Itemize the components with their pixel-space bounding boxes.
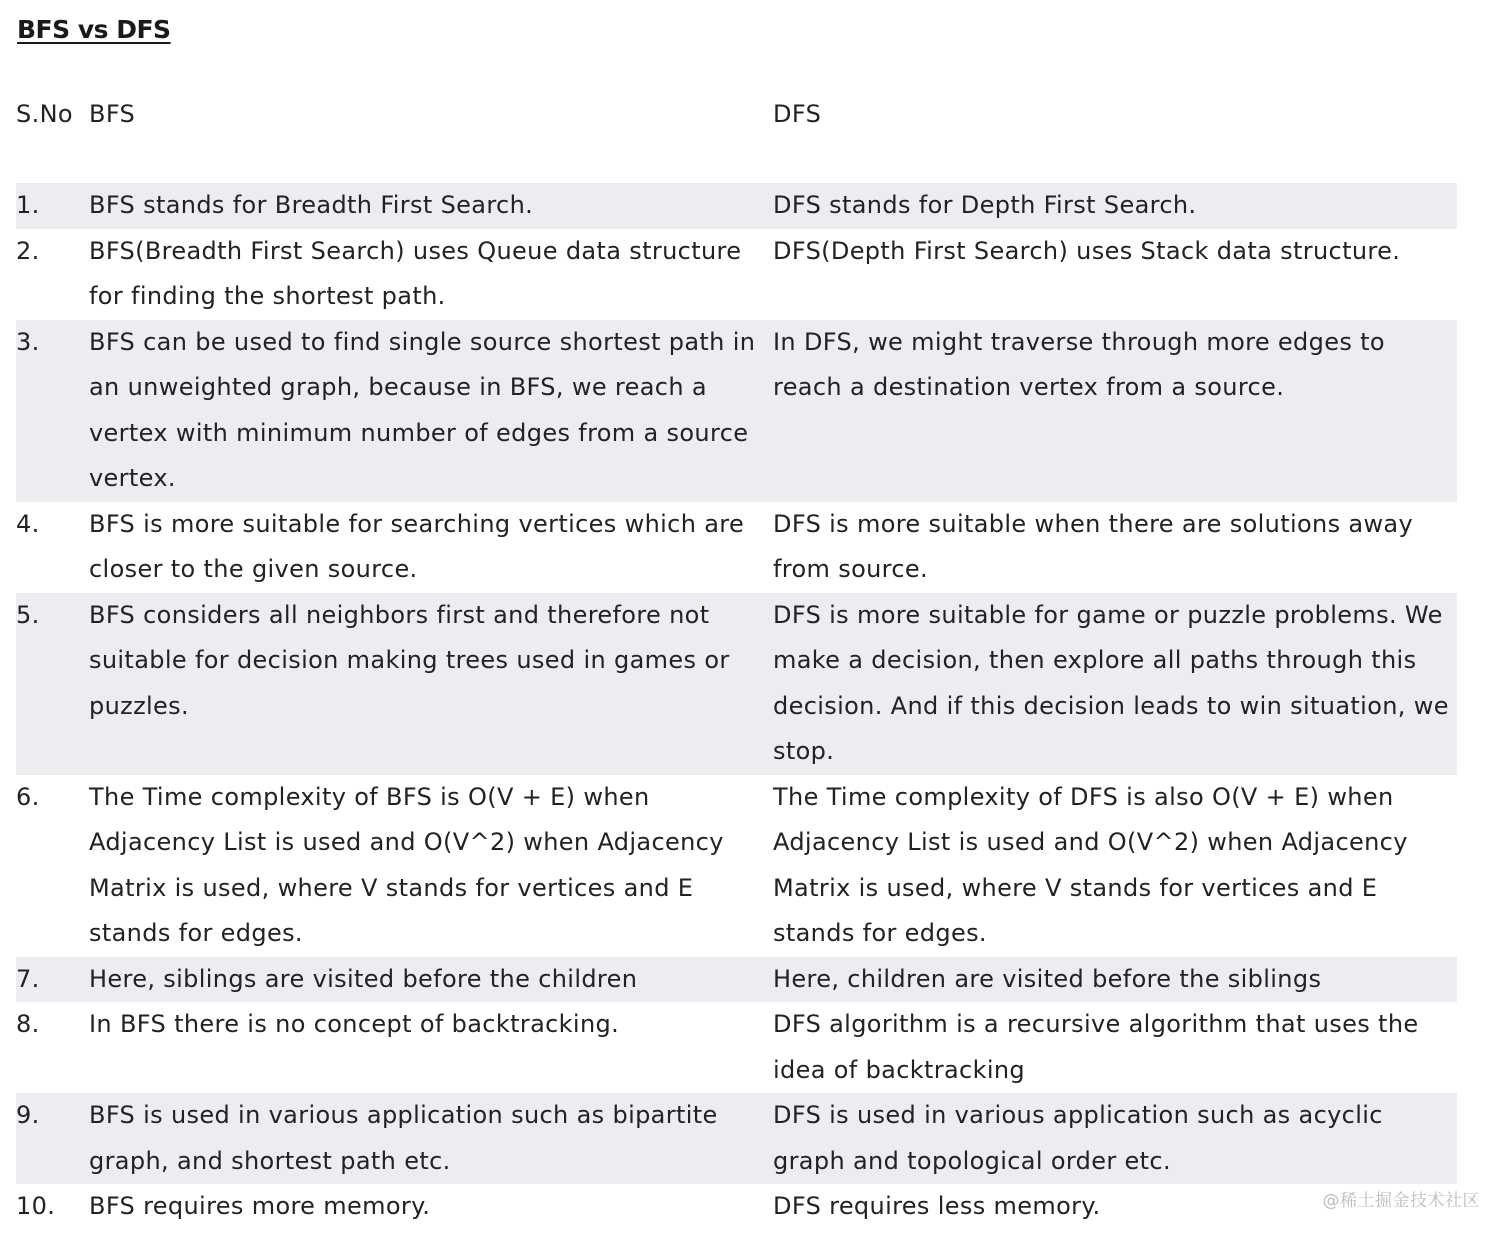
- dfs-cell: In DFS, we might traverse through more edges to reach a destination vertex from a source.: [773, 320, 1457, 502]
- bfs-cell: BFS stands for Breadth First Search.: [89, 183, 773, 229]
- table-header-row: [16, 92, 1457, 183]
- header-bfs: BFS: [89, 100, 136, 128]
- table-row: [16, 229, 1457, 320]
- row-number: 3.: [16, 320, 89, 502]
- dfs-cell: The Time complexity of DFS is also O(V + E) when Adjacency List is used and O(V^2) when Adjacency Matrix is used, where V stands for vertices and E stands for edges.: [773, 782, 1408, 947]
- dfs-cell: DFS algorithm is a recursive algorithm that uses the idea of backtracking: [773, 1010, 1419, 1084]
- row-number: 5.: [16, 593, 89, 775]
- bfs-cell: Here, siblings are visited before the children: [89, 957, 773, 1003]
- watermark-text: @稀土掘金技术社区: [1322, 1191, 1480, 1211]
- dfs-cell: DFS is more suitable when there are solutions away from source.: [773, 509, 1414, 583]
- row-number: 1.: [16, 183, 89, 229]
- page-title: BFS vs DFS: [17, 15, 171, 44]
- bfs-cell: In BFS there is no concept of backtracking.: [89, 1010, 620, 1038]
- bfs-cell: BFS requires more memory.: [89, 1192, 431, 1220]
- row-number: 10.: [16, 1192, 56, 1220]
- table-row: [16, 502, 1457, 593]
- table-row: [16, 320, 1457, 502]
- row-number: 8.: [16, 1010, 40, 1038]
- dfs-cell: DFS is more suitable for game or puzzle problems. We make a decision, then explore all paths through this decision. And if this decision leads to win situation, we stop.: [773, 593, 1457, 775]
- table-row: [16, 1184, 1457, 1230]
- row-number: 6.: [16, 782, 40, 811]
- header-dfs: DFS: [773, 100, 822, 128]
- table-row: [16, 593, 1457, 775]
- bfs-cell: BFS is more suitable for searching vertices which are closer to the given source.: [89, 509, 745, 583]
- row-number: 7.: [16, 957, 89, 1003]
- dfs-cell: DFS stands for Depth First Search.: [773, 183, 1457, 229]
- comparison-table: [16, 92, 1457, 1230]
- bfs-cell: The Time complexity of BFS is O(V + E) when Adjacency List is used and O(V^2) when Adjacency Matrix is used, where V stands for vertices and E stands for edges.: [89, 782, 724, 947]
- bfs-cell: BFS considers all neighbors first and therefore not suitable for decision making trees used in games or puzzles.: [89, 593, 773, 775]
- header-sno: S.No: [16, 100, 73, 128]
- bfs-cell: BFS can be used to find single source shortest path in an unweighted graph, because in BFS, we reach a vertex with minimum number of edges from a source vertex.: [89, 320, 773, 502]
- row-number: 9.: [16, 1093, 89, 1184]
- bfs-cell: BFS(Breadth First Search) uses Queue data structure for finding the shortest path.: [89, 236, 742, 310]
- row-number: 4.: [16, 509, 40, 538]
- table-row: [16, 183, 1457, 229]
- bfs-cell: BFS is used in various application such as bipartite graph, and shortest path etc.: [89, 1093, 773, 1184]
- table-row: [16, 775, 1457, 957]
- row-number: 2.: [16, 236, 40, 265]
- dfs-cell: DFS(Depth First Search) uses Stack data structure.: [773, 236, 1401, 265]
- dfs-cell: DFS requires less memory.: [773, 1192, 1101, 1220]
- table-row: [16, 957, 1457, 1003]
- dfs-cell: DFS is used in various application such as acyclic graph and topological order etc.: [773, 1093, 1457, 1184]
- table-row: [16, 1002, 1457, 1093]
- table-row: [16, 1093, 1457, 1184]
- dfs-cell: Here, children are visited before the siblings: [773, 957, 1457, 1003]
